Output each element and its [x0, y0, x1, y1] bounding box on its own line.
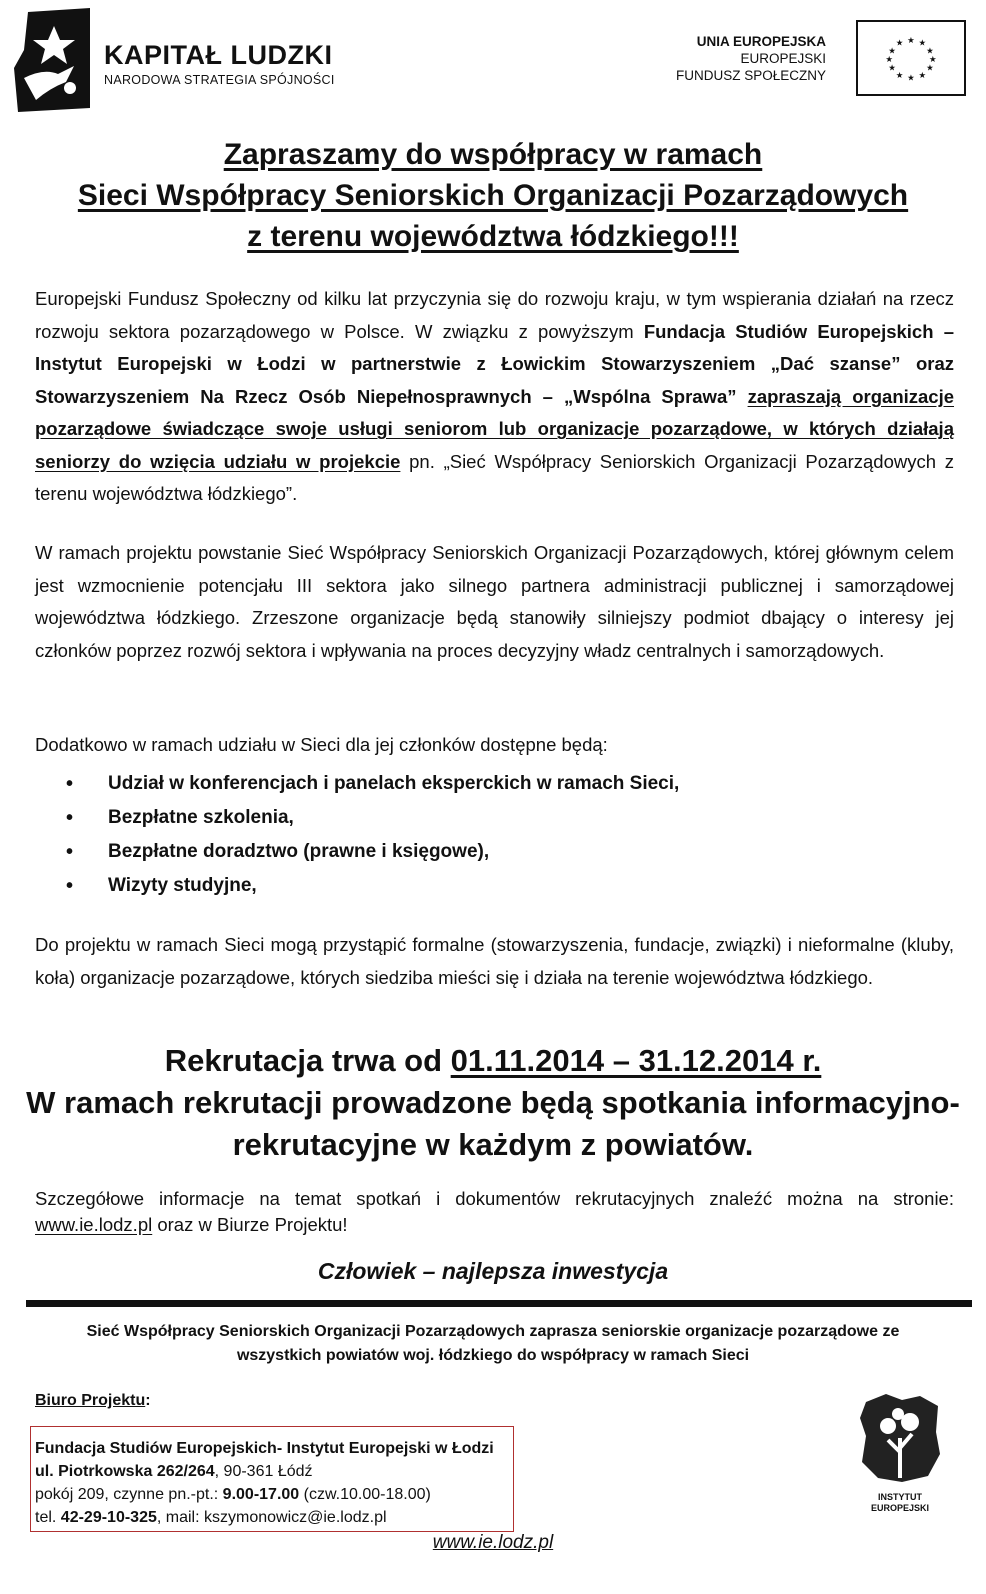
network-line-1: Sieć Współpracy Seniorskich Organizacji Pozarządowych zaprasza seniorskie organizacje pozarządowe ze	[86, 1323, 900, 1340]
eu-flag-icon	[856, 20, 966, 96]
recruitment-prefix: Rekrutacja trwa od	[164, 1043, 451, 1078]
recruitment-dates: 01.11.2014 – 31.12.2014 r.	[450, 1043, 822, 1078]
project-paragraph: W ramach projektu powstanie Sieć Współpracy Seniorskich Organizacji Pozarządowych, której głównym celem jest wzmocnienie potencjału III sektora jako silnego partnera administracji publicznej i samorządowej województwa łódzkiego. Zrzeszone organizacje będą stanowiły silniejszy podmiot dbający o interesy jej członków poprzez rozwój sektora i wpływania na proces decyzyjny władz centralnych i samorządowych.	[35, 542, 954, 661]
ue-line-1: UNIA EUROPEJSKA	[696, 34, 826, 49]
office-heading-colon: :	[145, 1392, 151, 1409]
svg-text:★: ★	[888, 63, 896, 74]
benefits-intro: Dodatkowo w ramach udziału w Sieci dla jej członków dostępne będą:	[35, 734, 608, 755]
details-text: Szczegółowe informacje na temat spotkań i dokumentów rekrutacyjnych znaleźć można na stronie:	[35, 1188, 954, 1209]
svg-text:★: ★	[926, 46, 934, 57]
svg-text:★: ★	[918, 70, 927, 81]
list-item: • Bezpłatne szkolenia,	[66, 801, 679, 835]
svg-text:★: ★	[907, 73, 915, 84]
office-street: ul. Piotrkowska 262/264	[35, 1463, 215, 1480]
svg-text:★: ★	[888, 46, 896, 57]
details-suffix: oraz w Biurze Projektu!	[152, 1214, 348, 1235]
intro-partners: Fundacja Studiów Europejskich – Instytut Europejski w Łodzi w partnerstwie z Łowickim Stowarzyszeniem „Dać szanse” oraz Stowarzyszeniem Na Rzecz Osób Niepełnosprawnych – „Wspólna Sprawa”	[35, 320, 954, 407]
page-title	[40, 134, 946, 257]
title-line-1: Zapraszamy do współpracy w ramach	[223, 138, 763, 171]
motto: Człowiek – najlepsza inwestycja	[317, 1258, 669, 1284]
details-link[interactable]: www.ie.lodz.pl	[35, 1214, 153, 1235]
office-heading	[35, 1392, 151, 1410]
recruitment-block	[20, 1040, 966, 1166]
svg-text:★: ★	[907, 35, 915, 46]
details-paragraph	[35, 1186, 954, 1238]
office-line-3	[35, 1483, 513, 1506]
svg-text:★: ★	[918, 38, 927, 49]
office-hours-thu: (czw.10.00-18.00)	[299, 1486, 431, 1503]
svg-text:★: ★	[926, 63, 934, 74]
kapital-ludzki-subtitle: NARODOWA STRATEGIA SPÓJNOŚCI	[104, 73, 335, 87]
office-hours: 9.00-17.00	[222, 1486, 300, 1503]
recruitment-line-2: W ramach rekrutacji prowadzone będą spotkania informacyjno-	[26, 1085, 960, 1120]
office-line-1: Fundacja Studiów Europejskich- Instytut Europejski w Łodzi	[35, 1440, 494, 1457]
svg-text:★: ★	[885, 54, 894, 65]
svg-text:★: ★	[928, 54, 937, 65]
office-city: , 90-361 Łódź	[214, 1463, 313, 1480]
divider	[26, 1300, 972, 1307]
office-hours-label: pokój 209, czynne pn.-pt.:	[35, 1486, 223, 1503]
kapital-ludzki-logo	[14, 8, 92, 112]
office-mail-label: , mail:	[156, 1509, 204, 1526]
office-tel: 42-29-10-325	[60, 1509, 157, 1526]
list-item: • Udział w konferencjach i panelach eksperckich w ramach Sieci,	[66, 767, 679, 801]
benefits-list	[66, 767, 679, 903]
svg-text:★: ★	[895, 70, 904, 81]
intro-paragraph	[35, 283, 954, 511]
eu-logo-text	[676, 33, 826, 84]
footer-website-link[interactable]: www.ie.lodz.pl	[432, 1532, 554, 1553]
title-line-2: Sieci Współpracy Seniorskich Organizacji Pozarządowych	[77, 179, 909, 212]
title-line-3: z terenu województwa łódzkiego!!!	[247, 220, 739, 253]
kapital-ludzki-title: KAPITAŁ LUDZKI	[104, 40, 333, 70]
office-address-box	[30, 1426, 514, 1532]
ue-line-3: FUNDUSZ SPOŁECZNY	[675, 68, 826, 83]
intro-text-1: Europejski Fundusz Społeczny od kilku lat przyczynia się do rozwoju kraju, w tym wspierania działań na rzecz rozwoju sektora pozarządowego w Polsce. W związku z powyższym	[35, 288, 954, 342]
ue-line-2: EUROPEJSKI	[740, 51, 826, 66]
intro-invitation: zapraszają organizacje pozarządowe świadczące swoje usługi seniorom lub organizacje pozarządowe, w których działają seniorzy do wzięcia udziału w projekcie	[35, 385, 955, 472]
recruitment-line-3: rekrutacyjne w każdym z powiatów.	[232, 1127, 754, 1162]
office-heading-text: Biuro Projektu	[35, 1392, 146, 1409]
ie-logo-text-2: EUROPEJSKI	[870, 1503, 930, 1513]
ie-logo-text-1: INSTYTUT	[878, 1492, 922, 1502]
office-email[interactable]: kszymonowicz@ie.lodz.pl	[204, 1509, 387, 1526]
network-line-2: wszystkich powiatów woj. łódzkiego do współpracy w ramach Sieci	[236, 1347, 750, 1364]
list-item: • Bezpłatne doradztwo (prawne i księgowe),	[66, 835, 679, 869]
list-item: • Wizyty studyjne,	[66, 869, 679, 903]
office-line-2	[35, 1460, 513, 1483]
office-tel-label: tel.	[35, 1509, 61, 1526]
svg-text:★: ★	[895, 38, 904, 49]
eligibility-paragraph: Do projektu w ramach Sieci mogą przystąpić formalne (stowarzyszenia, fundacje, związki) i nieformalne (kluby, koła) organizacje pozarządowe, których siedziba mieści się i działa na terenie województwa łódzkiego.	[35, 934, 954, 988]
network-invitation	[40, 1320, 946, 1368]
office-line-4	[35, 1506, 513, 1529]
instytut-europejski-logo	[858, 1392, 942, 1514]
intro-text-2: pn. „Sieć Współpracy Seniorskich Organizacji Pozarządowych z terenu województwa łódzkiego”.	[35, 450, 954, 504]
